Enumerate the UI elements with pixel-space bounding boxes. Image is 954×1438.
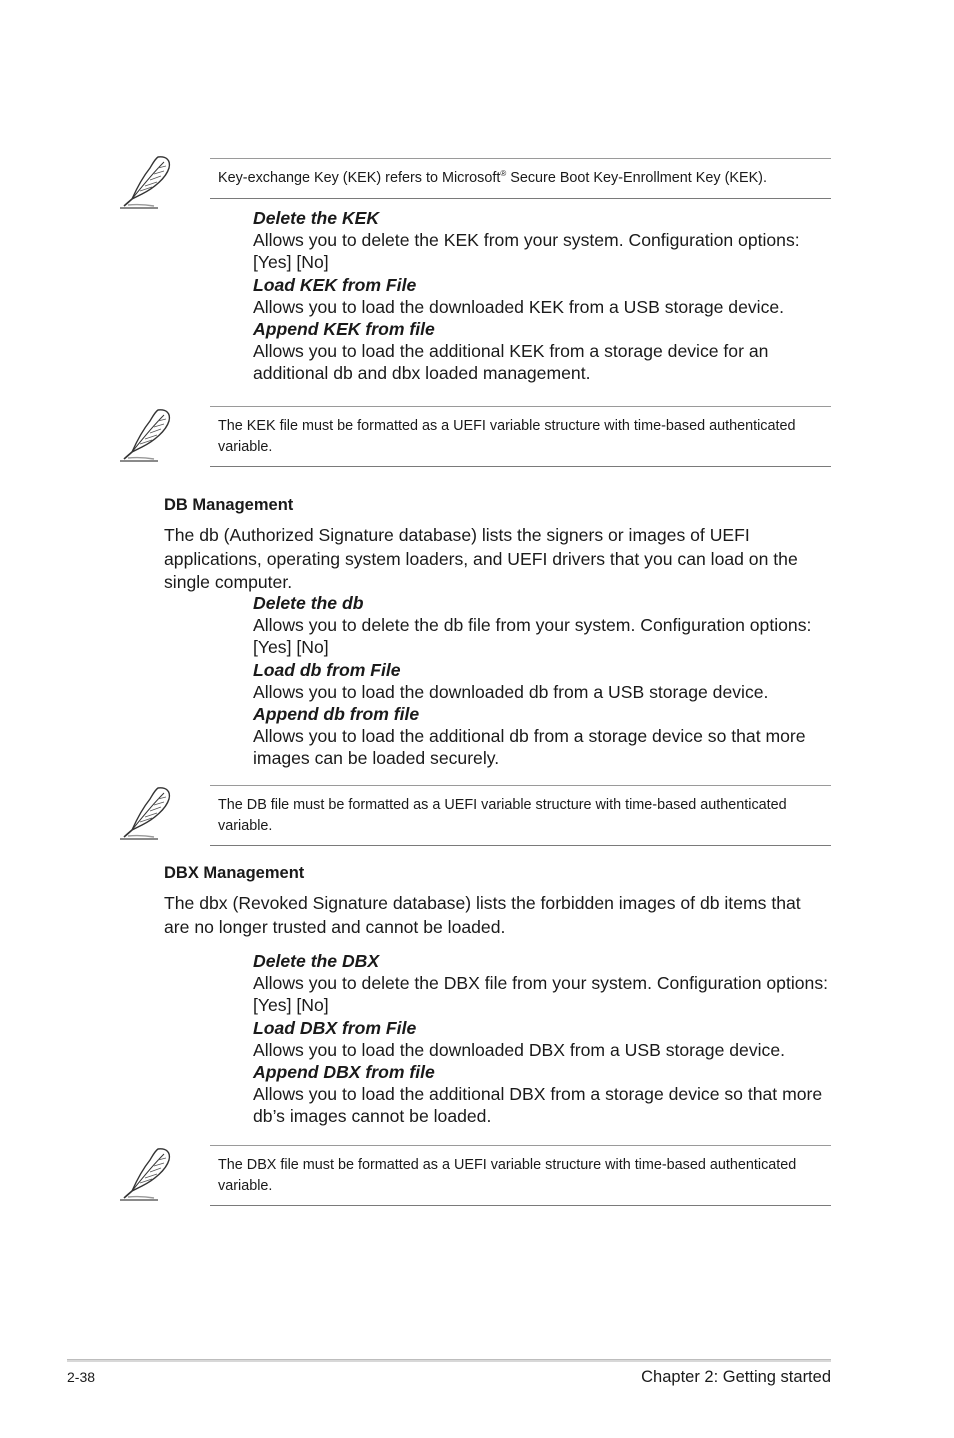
note-text: The DBX file must be formatted as a UEFI variable structure with time-based authenticated variable. bbox=[210, 1145, 831, 1206]
item-desc: Allows you to delete the KEK from your system. Configuration options: [Yes] [No] bbox=[253, 230, 800, 273]
item-desc: Allows you to load the additional db from a storage device so that more images can be loaded securely. bbox=[253, 726, 806, 769]
note-text: Key-exchange Key (KEK) refers to Microsoft® Secure Boot Key-Enrollment Key (KEK). bbox=[210, 158, 831, 199]
item-title: Append db from file bbox=[253, 704, 420, 725]
note-pen-icon bbox=[114, 1146, 172, 1202]
item-title: Delete the db bbox=[253, 593, 364, 613]
section-body: The db (Authorized Signature database) lists the signers or images of UEFI applications, operating system loaders, and UEFI drivers that you can load on the single computer. bbox=[164, 525, 798, 592]
item-title: Delete the DBX bbox=[253, 951, 380, 971]
footer-rule bbox=[67, 1359, 831, 1362]
note-text: The KEK file must be formatted as a UEFI variable structure with time-based authenticated variable. bbox=[210, 406, 831, 467]
chapter-title: Chapter 2: Getting started bbox=[641, 1368, 831, 1386]
section-heading: DB Management bbox=[164, 496, 294, 514]
item-title: Append DBX from file bbox=[253, 1062, 435, 1083]
page-number: 2-38 bbox=[67, 1369, 96, 1385]
item-title: Delete the KEK bbox=[253, 208, 380, 228]
item-desc: Allows you to delete the DBX file from your system. Configuration options: [Yes] [No] bbox=[253, 973, 829, 1016]
item-desc: Allows you to load the additional DBX from a storage device so that more db’s images cannot be loaded. bbox=[253, 1084, 823, 1127]
item-desc: Allows you to delete the db file from your system. Configuration options: [Yes] [No] bbox=[253, 615, 812, 658]
item-desc: Allows you to load the downloaded db from a USB storage device. bbox=[253, 681, 769, 702]
item-title: Load db from File bbox=[253, 659, 401, 680]
note-pen-icon bbox=[114, 154, 172, 210]
item-desc: Allows you to load the downloaded DBX from a USB storage device. bbox=[253, 1039, 786, 1060]
dbx-items bbox=[253, 950, 833, 1128]
section-heading: DBX Management bbox=[164, 864, 305, 882]
db-items bbox=[253, 592, 833, 770]
dbx-management-section bbox=[164, 863, 844, 939]
item-title: Append KEK from file bbox=[253, 319, 435, 340]
section-body: The dbx (Revoked Signature database) lists the forbidden images of db items that are no longer trusted and cannot be loaded. bbox=[164, 893, 801, 937]
db-management-section bbox=[164, 495, 844, 595]
item-title: Load KEK from File bbox=[253, 274, 417, 295]
note-text: The DB file must be formatted as a UEFI variable structure with time-based authenticated variable. bbox=[210, 785, 831, 846]
item-title: Load DBX from File bbox=[253, 1017, 417, 1038]
item-desc: Allows you to load the additional KEK from a storage device for an additional db and dbx loaded management. bbox=[253, 341, 769, 384]
item-desc: Allows you to load the downloaded KEK from a USB storage device. bbox=[253, 296, 785, 317]
note-pen-icon bbox=[114, 785, 172, 841]
kek-items bbox=[253, 207, 833, 385]
note-pen-icon bbox=[114, 407, 172, 463]
